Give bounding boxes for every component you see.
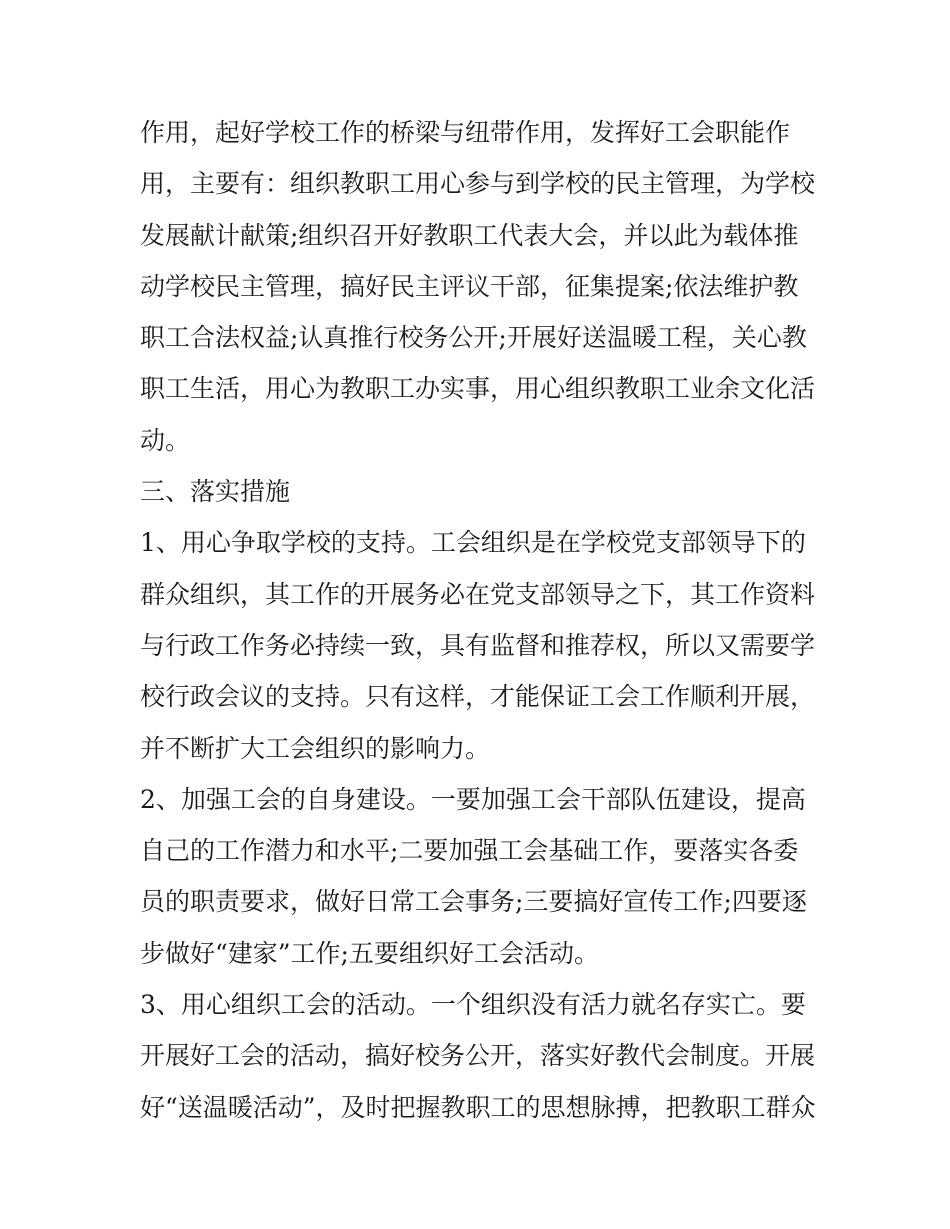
text-line: 3、用心组织工会的活动。一个组织没有活力就名存实亡。要 (140, 990, 806, 1020)
text-line: 自己的工作潜力和水平;二要加强工会基础工作，要落实各委 (140, 836, 799, 866)
body-text (140, 107, 820, 1133)
text-line: 职工生活，用心为教职工办实事，用心组织教职工业余文化活 (140, 374, 816, 404)
text-line: 1、用心争取学校的支持。工会组织是在学校党支部领导下的 (140, 528, 806, 558)
text-line: 与行政工作务必持续一致，具有监督和推荐权，所以又需要学 (140, 630, 816, 660)
text-line: 校行政会议的支持。只有这样，才能保证工会工作顺利开展， (140, 682, 816, 712)
text-line: 动学校民主管理，搞好民主评议干部，征集提案;依法维护教 (140, 271, 799, 301)
text-line: 步做好“建家”工作;五要组织好工会活动。 (140, 938, 599, 968)
text-line: 作用，起好学校工作的桥梁与纽带作用，发挥好工会职能作 (140, 118, 791, 147)
text-line: 动。 (140, 425, 191, 455)
text-line: 好“送温暖活动”，及时把握教职工的思想脉搏，把教职工群众 (140, 1092, 816, 1122)
text-line: 用，主要有：组织教职工用心参与到学校的民主管理，为学校 (140, 169, 816, 199)
text-line: 2、加强工会的自身建设。一要加强工会干部队伍建设，提高 (140, 784, 806, 814)
text-line: 群众组织，其工作的开展务必在党支部领导之下，其工作资料 (140, 579, 816, 609)
text-line: 发展献计献策;组织召开好教职工代表大会，并以此为载体推 (140, 220, 799, 250)
text-line: 并不断扩大工会组织的影响力。 (140, 733, 491, 763)
text-line: 开展好工会的活动，搞好校务公开，落实好教代会制度。开展 (140, 1041, 816, 1071)
text-line: 员的职责要求，做好日常工会事务;三要搞好宣传工作;四要逐 (140, 887, 807, 917)
text-line: 职工合法权益;认真推行校务公开;开展好送温暖工程，关心教 (140, 323, 807, 353)
section-heading: 三、落实措施 (140, 477, 291, 507)
